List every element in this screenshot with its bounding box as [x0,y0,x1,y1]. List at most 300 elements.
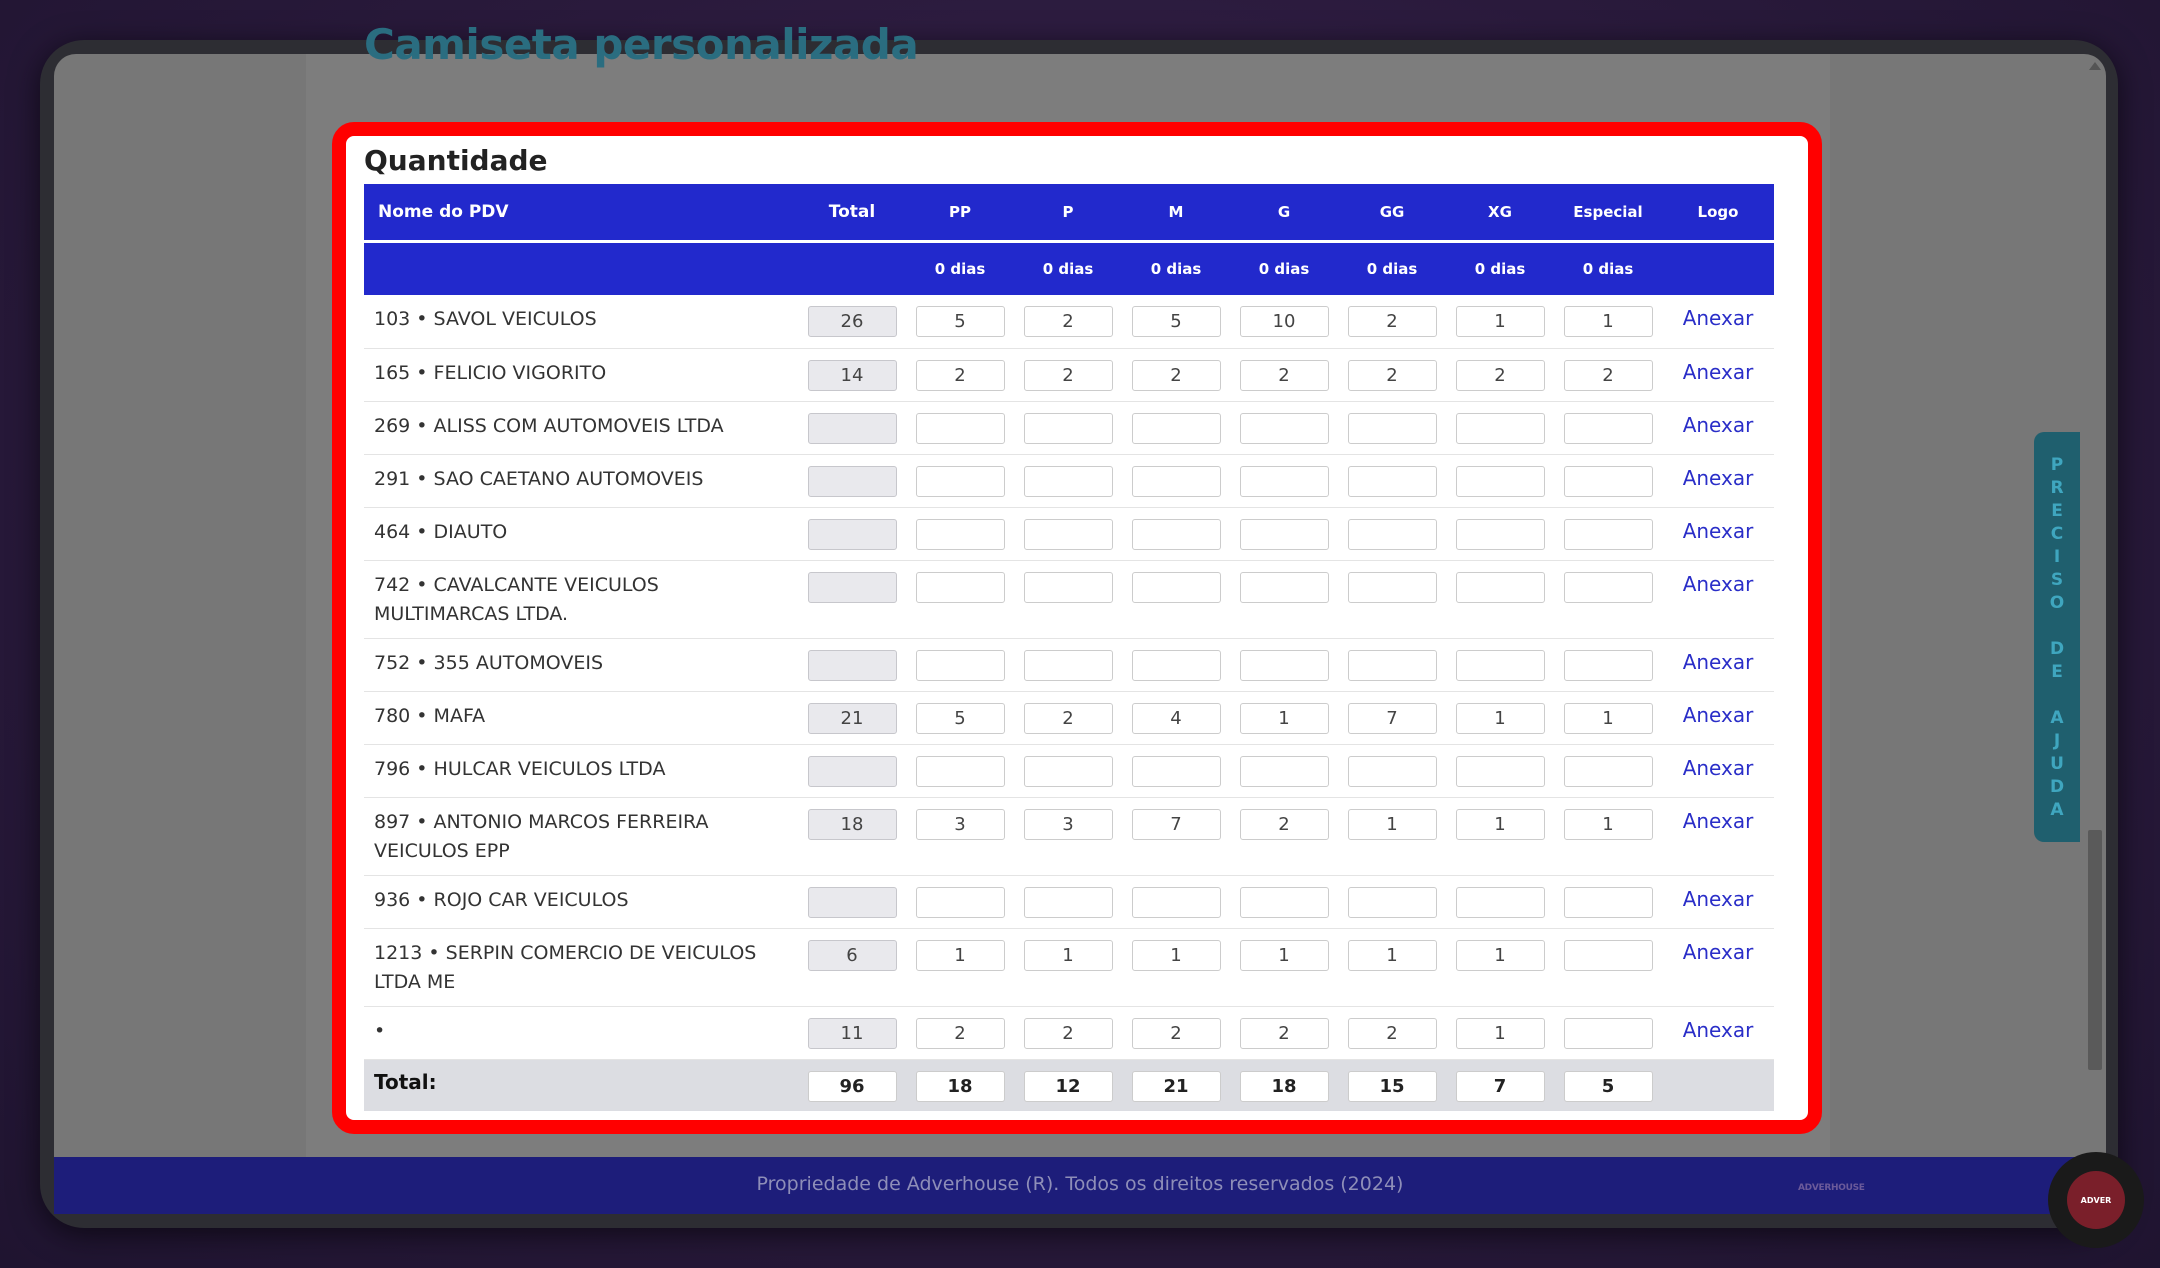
quantity-input-pp[interactable] [916,413,1005,444]
quantity-input-pp[interactable]: 1 [916,940,1005,971]
table-row [364,560,1774,638]
quantity-input-xg[interactable] [1456,519,1545,550]
size-cell [1014,691,1122,744]
size-cell [1230,348,1338,401]
size-cell [1446,295,1554,348]
pdv-name: 103 • SAVOL VEICULOS [364,295,798,348]
size-cell [1446,638,1554,691]
size-cell [1554,454,1662,507]
quantity-input-xg[interactable] [1456,466,1545,497]
row-total-field [808,650,897,681]
size-cell [1554,744,1662,797]
row-total-field: 18 [808,809,897,840]
quantity-input-pp[interactable] [916,519,1005,550]
quantity-input-p[interactable]: 2 [1024,360,1113,391]
help-tab-letter: P [2050,455,2064,475]
quantity-input-gg[interactable] [1348,756,1437,787]
totals-label: Total: [364,1059,798,1111]
attach-link[interactable]: Anexar [1662,797,1774,875]
table-row [364,875,1774,928]
header-days: 0 dias [1554,241,1662,295]
size-cell [1338,1006,1446,1059]
quantity-input-m[interactable] [1132,887,1221,918]
size-cell [906,1006,1014,1059]
attach-link[interactable]: Anexar [1662,401,1774,454]
row-total-field: 6 [808,940,897,971]
size-cell [1230,560,1338,638]
size-cell [906,797,1014,875]
attach-link[interactable]: Anexar [1662,928,1774,1006]
size-cell [1446,797,1554,875]
attach-link[interactable]: Anexar [1662,560,1774,638]
quantity-input-m[interactable]: 5 [1132,306,1221,337]
chat-button[interactable] [2048,1152,2144,1248]
size-total-g: 18 [1240,1071,1329,1102]
quantity-input-m[interactable]: 4 [1132,703,1221,734]
help-tab-letter: I [2053,547,2061,567]
size-cell [1230,507,1338,560]
quantity-input-m[interactable]: 1 [1132,940,1221,971]
size-cell [1014,1006,1122,1059]
quantity-input-xg[interactable] [1456,650,1545,681]
pdv-name: 464 • DIAUTO [364,507,798,560]
header-size-g: G [1230,184,1338,241]
pdv-name: 165 • FELICIO VIGORITO [364,348,798,401]
quantity-input-especial[interactable]: 1 [1564,703,1653,734]
row-total-field [808,887,897,918]
quantity-input-p[interactable]: 2 [1024,306,1113,337]
table-row [364,1006,1774,1059]
quantity-input-p[interactable]: 2 [1024,703,1113,734]
size-cell [906,454,1014,507]
quantity-input-pp[interactable] [916,650,1005,681]
size-total-p: 12 [1024,1071,1113,1102]
quantity-input-pp[interactable]: 5 [916,306,1005,337]
size-cell [1446,560,1554,638]
quantity-input-gg[interactable] [1348,519,1437,550]
size-cell [1338,638,1446,691]
header-days: 0 dias [1230,241,1338,295]
total-cell [798,348,906,401]
total-cell [798,875,906,928]
header-size-xg: XG [1446,184,1554,241]
size-cell [1338,454,1446,507]
header-days: 0 dias [1338,241,1446,295]
size-cell [1338,507,1446,560]
size-cell [1338,875,1446,928]
size-cell [1014,875,1122,928]
quantity-input-pp[interactable]: 2 [916,1018,1005,1049]
quantity-input-p[interactable] [1024,650,1113,681]
quantity-input-xg[interactable] [1456,572,1545,603]
size-cell [1122,454,1230,507]
header-days: 0 dias [1014,241,1122,295]
quantity-input-g[interactable] [1240,466,1329,497]
total-cell [798,744,906,797]
attach-link[interactable]: Anexar [1662,1006,1774,1059]
pdv-name: 742 • CAVALCANTE VEICULOS MULTIMARCAS LTDA. [364,560,798,638]
grand-total-cell [798,1059,906,1111]
row-total-field [808,413,897,444]
size-cell [1554,638,1662,691]
quantity-input-especial[interactable] [1564,650,1653,681]
size-cell [1338,295,1446,348]
header-empty [1662,241,1774,295]
header-size-gg: GG [1338,184,1446,241]
totals-row [364,1059,1774,1111]
quantity-modal [332,122,1822,1134]
size-cell [1338,691,1446,744]
size-cell [1230,744,1338,797]
quantity-input-g[interactable] [1240,413,1329,444]
total-cell [798,1006,906,1059]
header-empty [798,241,906,295]
attach-link[interactable]: Anexar [1662,691,1774,744]
table-row [364,638,1774,691]
size-cell [1230,797,1338,875]
quantity-input-especial[interactable]: 1 [1564,306,1653,337]
size-cell [1122,797,1230,875]
size-cell [1014,348,1122,401]
size-total-gg: 15 [1348,1071,1437,1102]
quantity-input-gg[interactable] [1348,572,1437,603]
size-cell [1122,928,1230,1006]
quantity-input-pp[interactable] [916,756,1005,787]
total-cell [798,454,906,507]
quantity-input-g[interactable]: 2 [1240,360,1329,391]
size-cell [1230,401,1338,454]
size-cell [1230,691,1338,744]
size-cell [906,744,1014,797]
scrollbar-thumb[interactable] [2088,830,2102,1070]
size-cell [1014,295,1122,348]
table-row [364,928,1774,1006]
size-cell [1338,401,1446,454]
size-cell [1446,401,1554,454]
quantity-input-pp[interactable] [916,887,1005,918]
row-total-field [808,519,897,550]
size-cell [1014,928,1122,1006]
modal-title: Quantidade [364,144,548,177]
help-tab-letter: D [2049,639,2065,659]
quantity-input-g[interactable] [1240,756,1329,787]
quantity-input-m[interactable] [1132,413,1221,444]
quantity-input-especial[interactable] [1564,466,1653,497]
row-total-field: 14 [808,360,897,391]
size-cell [1122,744,1230,797]
total-cell [798,560,906,638]
total-cell [798,928,906,1006]
header-size-p: P [1014,184,1122,241]
quantity-input-especial[interactable] [1564,940,1653,971]
header-days: 0 dias [906,241,1014,295]
size-cell [1338,797,1446,875]
header-total: Total [798,184,906,241]
table-row [364,454,1774,507]
size-cell [1230,454,1338,507]
quantity-input-m[interactable]: 2 [1132,360,1221,391]
size-cell [1554,691,1662,744]
quantity-input-g[interactable]: 10 [1240,306,1329,337]
quantity-input-gg[interactable]: 1 [1348,940,1437,971]
size-cell [906,638,1014,691]
size-cell [1554,1006,1662,1059]
attach-link[interactable]: Anexar [1662,744,1774,797]
size-cell [1014,560,1122,638]
quantity-input-m[interactable]: 2 [1132,1018,1221,1049]
size-total-m: 21 [1132,1071,1221,1102]
quantity-input-p[interactable] [1024,519,1113,550]
help-tab-letter: A [2050,708,2064,728]
page-title: Camiseta personalizada [364,20,919,69]
size-cell [1014,638,1122,691]
quantity-input-gg[interactable] [1348,413,1437,444]
size-cell [1446,507,1554,560]
quantity-input-g[interactable] [1240,650,1329,681]
chat-logo-icon: ADVER [2067,1171,2125,1229]
help-tab-button[interactable] [2034,432,2080,842]
pdv-name: 291 • SAO CAETANO AUTOMOVEIS [364,454,798,507]
quantity-input-m[interactable] [1132,519,1221,550]
quantity-input-xg[interactable]: 2 [1456,360,1545,391]
pdv-name: 269 • ALISS COM AUTOMOVEIS LTDA [364,401,798,454]
help-tab-letter: E [2051,662,2063,682]
attach-link[interactable]: Anexar [1662,295,1774,348]
quantity-input-especial[interactable]: 1 [1564,809,1653,840]
pdv-name: 936 • ROJO CAR VEICULOS [364,875,798,928]
help-tab-letter: U [2050,754,2064,774]
total-cell [798,295,906,348]
quantity-input-g[interactable]: 2 [1240,1018,1329,1049]
quantity-input-m[interactable] [1132,466,1221,497]
quantity-input-xg[interactable]: 1 [1456,306,1545,337]
help-tab-letter: A [2050,800,2064,820]
size-total-cell [1338,1059,1446,1111]
footer-logo: ADVERHOUSE [1798,1183,1865,1193]
help-tab-letter: J [2053,731,2061,751]
quantity-input-p[interactable] [1024,887,1113,918]
help-tab-letter: D [2049,777,2065,797]
quantity-input-gg[interactable]: 1 [1348,809,1437,840]
page-scrollbar[interactable] [2086,60,2104,1070]
total-cell [798,797,906,875]
size-total-cell [1446,1059,1554,1111]
size-cell [1122,691,1230,744]
size-cell [1554,507,1662,560]
size-total-xg: 7 [1456,1071,1545,1102]
quantity-input-pp[interactable] [916,572,1005,603]
size-cell [1446,691,1554,744]
quantity-input-xg[interactable] [1456,887,1545,918]
quantity-input-gg[interactable] [1348,887,1437,918]
size-cell [1446,454,1554,507]
quantity-input-gg[interactable] [1348,466,1437,497]
quantity-input-p[interactable] [1024,756,1113,787]
total-cell [798,401,906,454]
size-total-pp: 18 [916,1071,1005,1102]
help-tab-letter: O [2049,593,2065,613]
size-cell [906,295,1014,348]
quantity-input-especial[interactable] [1564,413,1653,444]
header-logo: Logo [1662,184,1774,241]
size-cell [1122,560,1230,638]
quantity-input-p[interactable]: 3 [1024,809,1113,840]
help-tab-letter: C [2050,524,2064,544]
size-total-cell [1554,1059,1662,1111]
size-total-cell [1014,1059,1122,1111]
size-cell [1122,348,1230,401]
row-total-field [808,572,897,603]
size-cell [1338,560,1446,638]
header-name: Nome do PDV [364,184,798,241]
size-cell [1554,928,1662,1006]
totals-empty [1662,1059,1774,1111]
size-cell [1554,560,1662,638]
size-cell [1554,348,1662,401]
attach-link[interactable]: Anexar [1662,454,1774,507]
quantity-input-especial[interactable] [1564,519,1653,550]
size-cell [1338,744,1446,797]
size-cell [1554,295,1662,348]
quantity-input-pp[interactable]: 5 [916,703,1005,734]
total-cell [798,638,906,691]
total-cell [798,507,906,560]
size-cell [1446,1006,1554,1059]
attach-link[interactable]: Anexar [1662,875,1774,928]
size-cell [906,507,1014,560]
pdv-name: 752 • 355 AUTOMOVEIS [364,638,798,691]
footer-copyright: Propriedade de Adverhouse (R). Todos os direitos reservados (2024) [756,1173,1404,1195]
size-cell [1122,875,1230,928]
help-tab-letter: E [2051,501,2063,521]
size-cell [1230,875,1338,928]
quantity-input-xg[interactable]: 1 [1456,1018,1545,1049]
row-total-field [808,756,897,787]
help-tab-letter: R [2050,478,2064,498]
size-cell [1446,348,1554,401]
size-cell [1230,638,1338,691]
table-row [364,691,1774,744]
quantity-input-gg[interactable]: 2 [1348,360,1437,391]
header-size-pp: PP [906,184,1014,241]
size-total-cell [1122,1059,1230,1111]
attach-link[interactable]: Anexar [1662,348,1774,401]
quantity-input-p[interactable] [1024,466,1113,497]
quantity-input-pp[interactable]: 3 [916,809,1005,840]
size-cell [906,401,1014,454]
size-cell [1122,507,1230,560]
row-total-field: 11 [808,1018,897,1049]
size-cell [906,691,1014,744]
size-total-cell [906,1059,1014,1111]
size-cell [906,928,1014,1006]
table-row [364,797,1774,875]
size-cell [1122,638,1230,691]
header-size-especial: Especial [1554,184,1662,241]
quantity-input-g[interactable] [1240,572,1329,603]
size-cell [1554,875,1662,928]
table-row [364,295,1774,348]
quantity-table [364,184,1774,1111]
header-days: 0 dias [1122,241,1230,295]
size-cell [1338,348,1446,401]
table-row [364,401,1774,454]
grand-total-field: 96 [808,1071,897,1102]
quantity-input-g[interactable] [1240,519,1329,550]
attach-link[interactable]: Anexar [1662,507,1774,560]
row-total-field [808,466,897,497]
quantity-input-especial[interactable] [1564,756,1653,787]
row-total-field: 26 [808,306,897,337]
size-total-especial: 5 [1564,1071,1653,1102]
size-cell [1122,1006,1230,1059]
quantity-input-gg[interactable] [1348,650,1437,681]
size-cell [1014,744,1122,797]
quantity-input-g[interactable] [1240,887,1329,918]
quantity-input-gg[interactable]: 2 [1348,306,1437,337]
quantity-input-m[interactable] [1132,650,1221,681]
header-empty [364,241,798,295]
size-cell [1446,875,1554,928]
scroll-up-arrow-icon[interactable] [2089,62,2101,70]
size-cell [1014,797,1122,875]
quantity-input-m[interactable] [1132,572,1221,603]
help-tab-letter: S [2050,570,2064,590]
pdv-name: • [364,1006,798,1059]
size-cell [1014,454,1122,507]
quantity-input-g[interactable]: 2 [1240,809,1329,840]
quantity-input-m[interactable]: 7 [1132,809,1221,840]
quantity-input-especial[interactable]: 2 [1564,360,1653,391]
quantity-input-gg[interactable]: 2 [1348,1018,1437,1049]
footer [54,1157,2106,1214]
quantity-input-pp[interactable]: 2 [916,360,1005,391]
pdv-name: 796 • HULCAR VEICULOS LTDA [364,744,798,797]
size-cell [1230,1006,1338,1059]
table-row [364,507,1774,560]
quantity-input-g[interactable]: 1 [1240,703,1329,734]
quantity-input-m[interactable] [1132,756,1221,787]
quantity-input-p[interactable] [1024,413,1113,444]
size-cell [1446,928,1554,1006]
size-cell [1122,401,1230,454]
quantity-input-xg[interactable] [1456,756,1545,787]
size-total-cell [1230,1059,1338,1111]
quantity-input-g[interactable]: 1 [1240,940,1329,971]
quantity-input-p[interactable]: 2 [1024,1018,1113,1049]
quantity-input-gg[interactable]: 7 [1348,703,1437,734]
table-row [364,348,1774,401]
size-cell [1446,744,1554,797]
quantity-input-especial[interactable] [1564,1018,1653,1049]
attach-link[interactable]: Anexar [1662,638,1774,691]
quantity-input-especial[interactable] [1564,887,1653,918]
quantity-input-xg[interactable]: 1 [1456,940,1545,971]
quantity-input-xg[interactable]: 1 [1456,703,1545,734]
size-cell [906,560,1014,638]
total-cell [798,691,906,744]
quantity-input-p[interactable] [1024,572,1113,603]
quantity-input-pp[interactable] [916,466,1005,497]
size-cell [1230,295,1338,348]
pdv-name: 1213 • SERPIN COMERCIO DE VEICULOS LTDA ME [364,928,798,1006]
pdv-name: 780 • MAFA [364,691,798,744]
quantity-input-xg[interactable] [1456,413,1545,444]
size-cell [1230,928,1338,1006]
quantity-input-xg[interactable]: 1 [1456,809,1545,840]
quantity-input-p[interactable]: 1 [1024,940,1113,971]
quantity-input-especial[interactable] [1564,572,1653,603]
